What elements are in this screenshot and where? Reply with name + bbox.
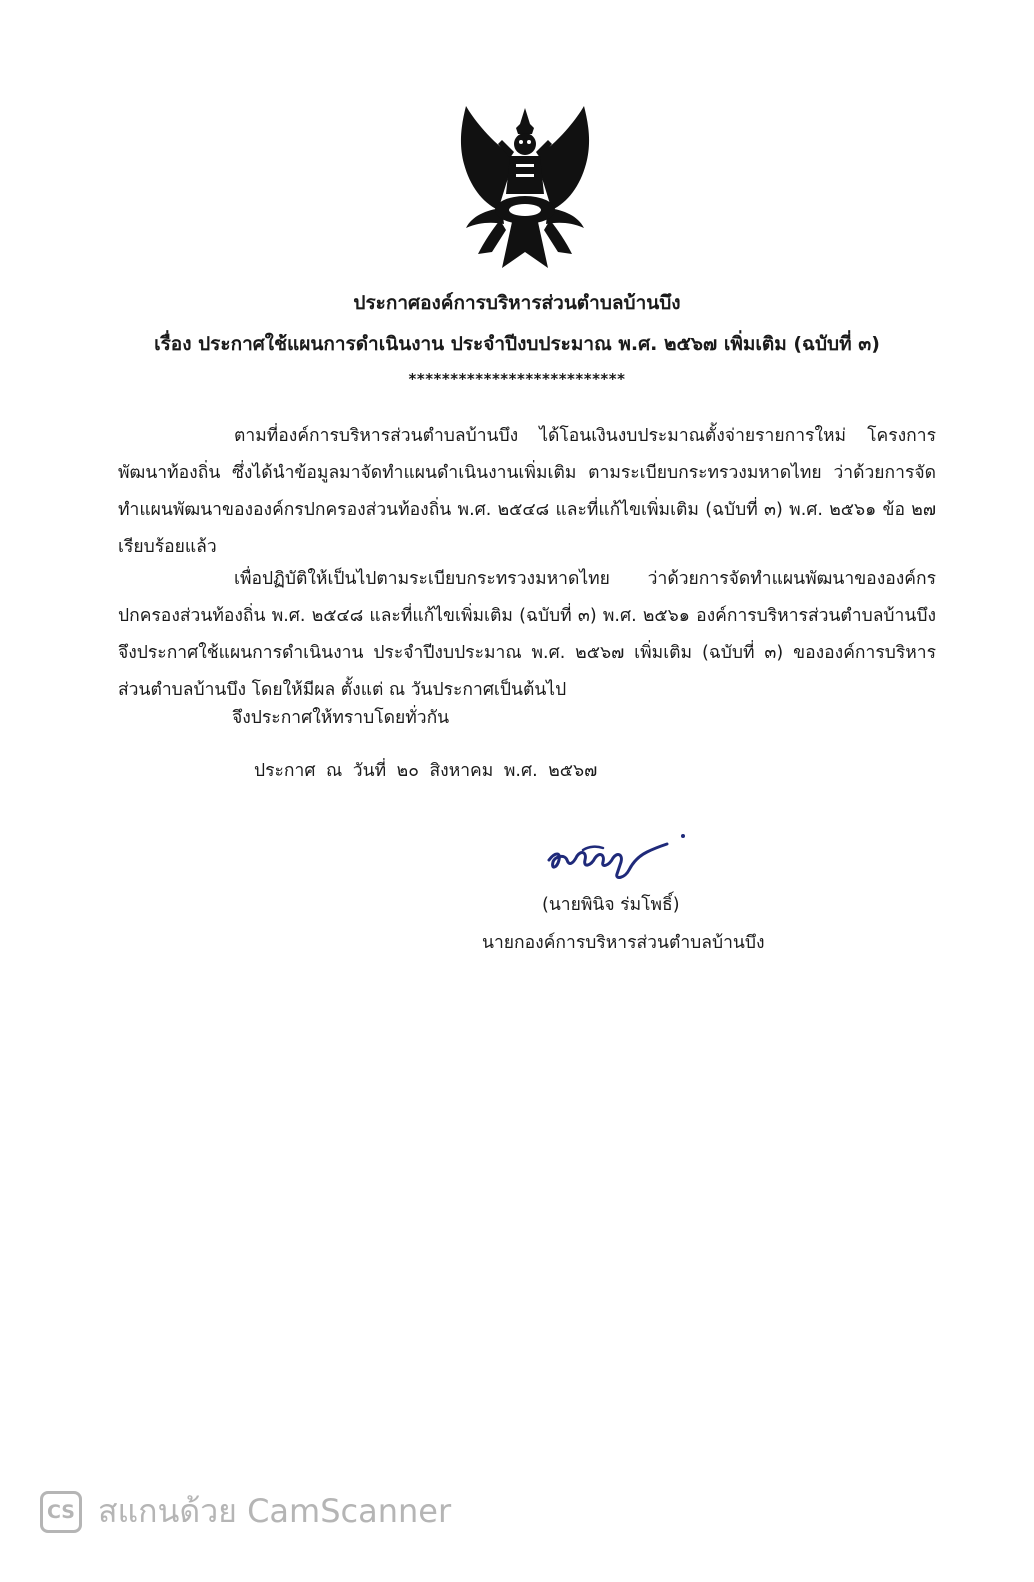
signer-name: (นายพินิจ ร่มโพธิ์) xyxy=(542,895,680,915)
garuda-emblem-icon xyxy=(452,102,598,274)
announcement-closing: จึงประกาศให้ทราบโดยทั่วกัน xyxy=(232,708,450,728)
body-paragraph-1: ตามที่องค์การบริหารส่วนตำบลบ้านบึง ได้โอนเงินงบประมาณตั้งจ่ายรายการใหม่ โครงการพัฒนาท้องถิ่น ซึ่งได้นำข้อมูลมาจัดทำแผนดำเนินงานเพิ่มเติม ตามระเบียบกระทรวงมหาดไทย ว่าด้วยการจัดทำแผนพัฒนาขององค์กรปกครองส่วนท้องถิ่น พ.ศ. ๒๕๔๘ และที่แก้ไขเพิ่มเติม (ฉบับที่ ๓) พ.ศ. ๒๕๖๑ ข้อ ๒๗ เรียบร้อยแล้ว xyxy=(118,426,936,557)
announcement-subject: เรื่อง ประกาศใช้แผนการดำเนินงาน ประจำปีงบประมาณ พ.ศ. ๒๕๖๗ เพิ่มเติม (ฉบับที่ ๓) xyxy=(154,333,880,355)
announcement-title: ประกาศองค์การบริหารส่วนตำบลบ้านบึง xyxy=(353,292,681,314)
camscanner-logo-icon: CS xyxy=(40,1491,82,1533)
announcement-date: ประกาศ ณ วันที่ ๒๐ สิงหาคม พ.ศ. ๒๕๖๗ xyxy=(254,761,598,781)
watermark-text: สแกนด้วย CamScanner xyxy=(98,1492,452,1530)
signer-position: นายกองค์การบริหารส่วนตำบลบ้านบึง xyxy=(482,933,765,953)
separator: ************************** xyxy=(408,370,626,388)
signature-image xyxy=(543,830,693,882)
body-paragraph-2: เพื่อปฏิบัติให้เป็นไปตามระเบียบกระทรวงมหาดไทย ว่าด้วยการจัดทำแผนพัฒนาขององค์กรปกครองส่วนท้องถิ่น พ.ศ. ๒๕๔๘ และที่แก้ไขเพิ่มเติม (ฉบับที่ ๓) พ.ศ. ๒๕๖๑ องค์การบริหารส่วนตำบลบ้านบึง จึงประกาศใช้แผนการดำเนินงาน ประจำปีงบประมาณ พ.ศ. ๒๕๖๗ เพิ่มเติม (ฉบับที่ ๓) ขององค์การบริหารส่วนตำบลบ้านบึง โดยให้มีผล ตั้งแต่ ณ วันประกาศเป็นต้นไป xyxy=(118,569,936,700)
camscanner-watermark xyxy=(40,1486,451,1537)
